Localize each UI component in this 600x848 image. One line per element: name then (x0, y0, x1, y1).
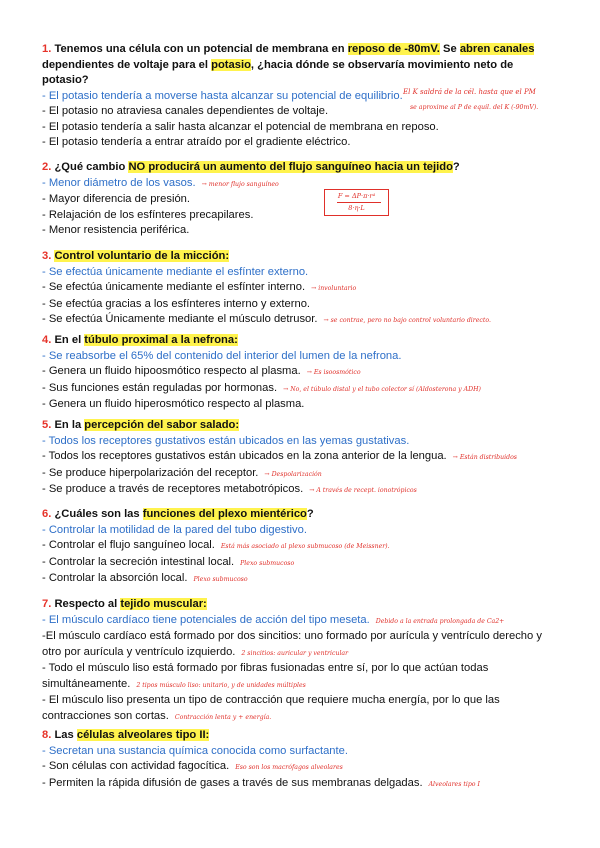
fraction-bar (337, 202, 381, 203)
highlight: NO producirá un aumento del flujo sanguíneo hacia un tejido (128, 161, 453, 173)
question-6 (42, 507, 562, 588)
question-1-title: 1. Tenemos una célula con un potencial de membrana en reposo de -80mV. Se abren canales dependientes de voltaje para el potasio, ¿hacia dónde se observaría movimiento neto de potasio? (42, 43, 535, 86)
question-number: 1. (42, 43, 52, 55)
question-8-title: 8. Las células alveolares tipo II: (42, 729, 210, 741)
highlight: células alveolares tipo II: (76, 729, 210, 741)
question-number: 2. (42, 161, 52, 173)
answer-option: - Todo el músculo liso está formado por fibras fusionadas entre sí, por lo que actúan todas (42, 662, 489, 674)
answer-option: - El potasio tendería a entrar atraído por el gradiente eléctrico. (42, 136, 351, 148)
answer-option: - Se produce a través de receptores metabotrópicos. → A través de recept. ionotrópicos (42, 483, 417, 495)
question-7 (42, 597, 562, 725)
answer-option: - Se efectúa Únicamente mediante el músculo detrusor. → se contrae, pero no bajo control voluntario directo. (42, 313, 491, 325)
handwritten-note: → se contrae, pero no bajo control voluntario directo. (323, 317, 491, 324)
answer-option: - El músculo liso presenta un tipo de contracción que requiere mucha energía, por lo que las (42, 694, 500, 706)
highlight: túbulo proximal a la nefrona: (84, 334, 238, 346)
answer-option: - Genera un fluido hipoosmótico respecto al plasma. → Es isoosmótico (42, 365, 361, 377)
handwritten-formula: F = ΔP·π·r⁴ 8·η·L (324, 189, 389, 216)
question-5 (42, 418, 562, 499)
question-number: 5. (42, 419, 52, 431)
question-6-title: 6. ¿Cuáles son las funciones del plexo mientérico? (42, 508, 314, 520)
handwritten-note: → involuntario (311, 285, 357, 292)
question-3-title (42, 249, 562, 265)
question-number: 7. (42, 598, 52, 610)
question-8 (42, 728, 562, 792)
answer-option: - Todos los receptores gustativos están ubicados en la zona anterior de la lengua. → Están distribuidos (42, 450, 517, 462)
answer-correct: - El potasio tendería a moverse hasta alcanzar su potencial de equilibrio. (42, 89, 403, 102)
question-number: 8. (42, 729, 52, 741)
handwritten-note: Está más asociado al plexo submucoso (de Meissner). (220, 543, 390, 550)
answer-option: - Se efectúa únicamente mediante el esfínter interno. → involuntario (42, 281, 357, 293)
question-1 (42, 42, 562, 151)
answer-option: - Permiten la rápida difusión de gases a través de sus membranas delgadas. Alveolares tipo I (42, 776, 480, 789)
answer-correct: - Controlar la motilidad de la pared del tubo digestivo. (42, 523, 307, 536)
question-number: 6. (42, 508, 52, 520)
highlight: abren canales (459, 43, 535, 55)
highlight: funciones del plexo mientérico (142, 508, 307, 520)
handwritten-note: → No, el túbulo distal y el tubo colector sí (Aldosterona y ADH) (283, 385, 481, 393)
highlight: potasio (211, 58, 251, 71)
answer-option: - Sus funciones están reguladas por hormonas. → No, el túbulo distal y el tubo colector sí (Aldosterona y ADH) (42, 381, 481, 394)
answer-option: -El músculo cardíaco está formado por dos sincitios: uno formado por aurícula y ventrículo derecho y (42, 630, 542, 642)
highlight: percepción del sabor salado: (84, 419, 240, 431)
handwritten-note: → Es isoosmótico (306, 369, 361, 376)
handwritten-note: El K saldrá de la cél. hasta que el PM (403, 88, 536, 96)
answer-option: - El potasio no atraviesa canales dependientes de voltaje. (42, 105, 329, 117)
handwritten-note: Eso son los macrófagos alveolares (235, 764, 343, 771)
handwritten-note: → menor flujo sanguíneo (201, 180, 279, 188)
handwritten-note: Debido a la entrada prolongada de Ca2+ (375, 617, 505, 625)
answer-option: simultáneamente. 2 tipos músculo liso: unitario, y de unidades múltiples (42, 677, 306, 690)
answer-option: - Se produce hiperpolarización del receptor. → Despolarización (42, 466, 322, 479)
answer-correct: - Se reabsorbe el 65% del contenido del interior del lumen de la nefrona. (42, 349, 402, 362)
answer-option: - El potasio tendería a salir hasta alcanzar el potencial de membrana en reposo. (42, 120, 439, 133)
handwritten-note: Contracción lenta y + energía. (174, 713, 272, 721)
answer-option: - Genera un fluido hiperosmótico respecto al plasma. (42, 398, 305, 410)
handwritten-note: Plexo submucoso (240, 559, 295, 567)
question-number: 4. (42, 334, 52, 346)
answer-option: - Mayor diferencia de presión. (42, 193, 190, 205)
question-4-title: 4. En el túbulo proximal a la nefrona: (42, 334, 238, 346)
handwritten-note: → Despolarización (264, 470, 322, 478)
highlight: Control voluntario de la micción: (54, 250, 230, 262)
handwritten-note: Alveolares tipo I (428, 780, 480, 788)
highlight: tejido muscular: (120, 598, 207, 610)
handwritten-note: 2 tipos músculo liso: unitario, y de unidades múltiples (136, 681, 306, 689)
answer-option: contracciones son cortas. Contracción lenta y + energía. (42, 709, 272, 722)
question-7-title: 7. Respecto al tejido muscular: (42, 598, 207, 610)
answer-option: otro por aurícula y ventrículo izquierdo. 2 sincitios: auricular y ventricular (42, 645, 349, 658)
answer-option: - Se efectúa gracias a los esfínteres interno y externo. (42, 297, 311, 310)
handwritten-note: → A través de recept. ionotrópicos (309, 487, 417, 494)
question-number: 3. (42, 250, 52, 262)
answer-option: - Controlar el flujo sanguíneo local. Está más asociado al plexo submucoso (de Meissner). (42, 539, 390, 551)
question-3 (42, 249, 562, 329)
handwritten-note: → Están distribuidos (452, 454, 517, 461)
question-5-title: 5. En la percepción del sabor salado: (42, 419, 240, 431)
highlight: reposo de -80mV. (347, 43, 440, 55)
answer-correct: - Se efectúa únicamente mediante el esfínter externo. (42, 265, 309, 278)
question-2 (42, 160, 562, 239)
handwritten-note: se aproxime al P de equil. del K (-90mV). (410, 104, 539, 111)
answer-option: - Controlar la absorción local. Plexo submucoso (42, 572, 248, 584)
handwritten-note: 2 sincitios: auricular y ventricular (241, 649, 349, 657)
answer-correct: - Secretan una sustancia química conocida como surfactante. (42, 744, 348, 757)
answer-correct: - El músculo cardíaco tiene potenciales de acción del tipo meseta. Debido a la entrada prolongada de Ca2+ (42, 613, 505, 626)
answer-option: - Son células con actividad fagocítica. Eso son los macrófagos alveolares (42, 760, 343, 772)
handwritten-note: Plexo submucoso (193, 576, 248, 583)
answer-option: - Controlar la secreción intestinal local. Plexo submucoso (42, 555, 295, 568)
answer-option: - Menor resistencia periférica. (42, 224, 190, 236)
answer-option: - Relajación de los esfínteres precapilares. (42, 208, 254, 221)
question-4 (42, 333, 562, 413)
question-2-title: 2. ¿Qué cambio NO producirá un aumento del flujo sanguíneo hacia un tejido? (42, 161, 460, 173)
answer-correct: - Menor diámetro de los vasos. → menor flujo sanguíneo (42, 176, 279, 189)
answer-correct: - Todos los receptores gustativos están ubicados en las yemas gustativas. (42, 434, 410, 447)
